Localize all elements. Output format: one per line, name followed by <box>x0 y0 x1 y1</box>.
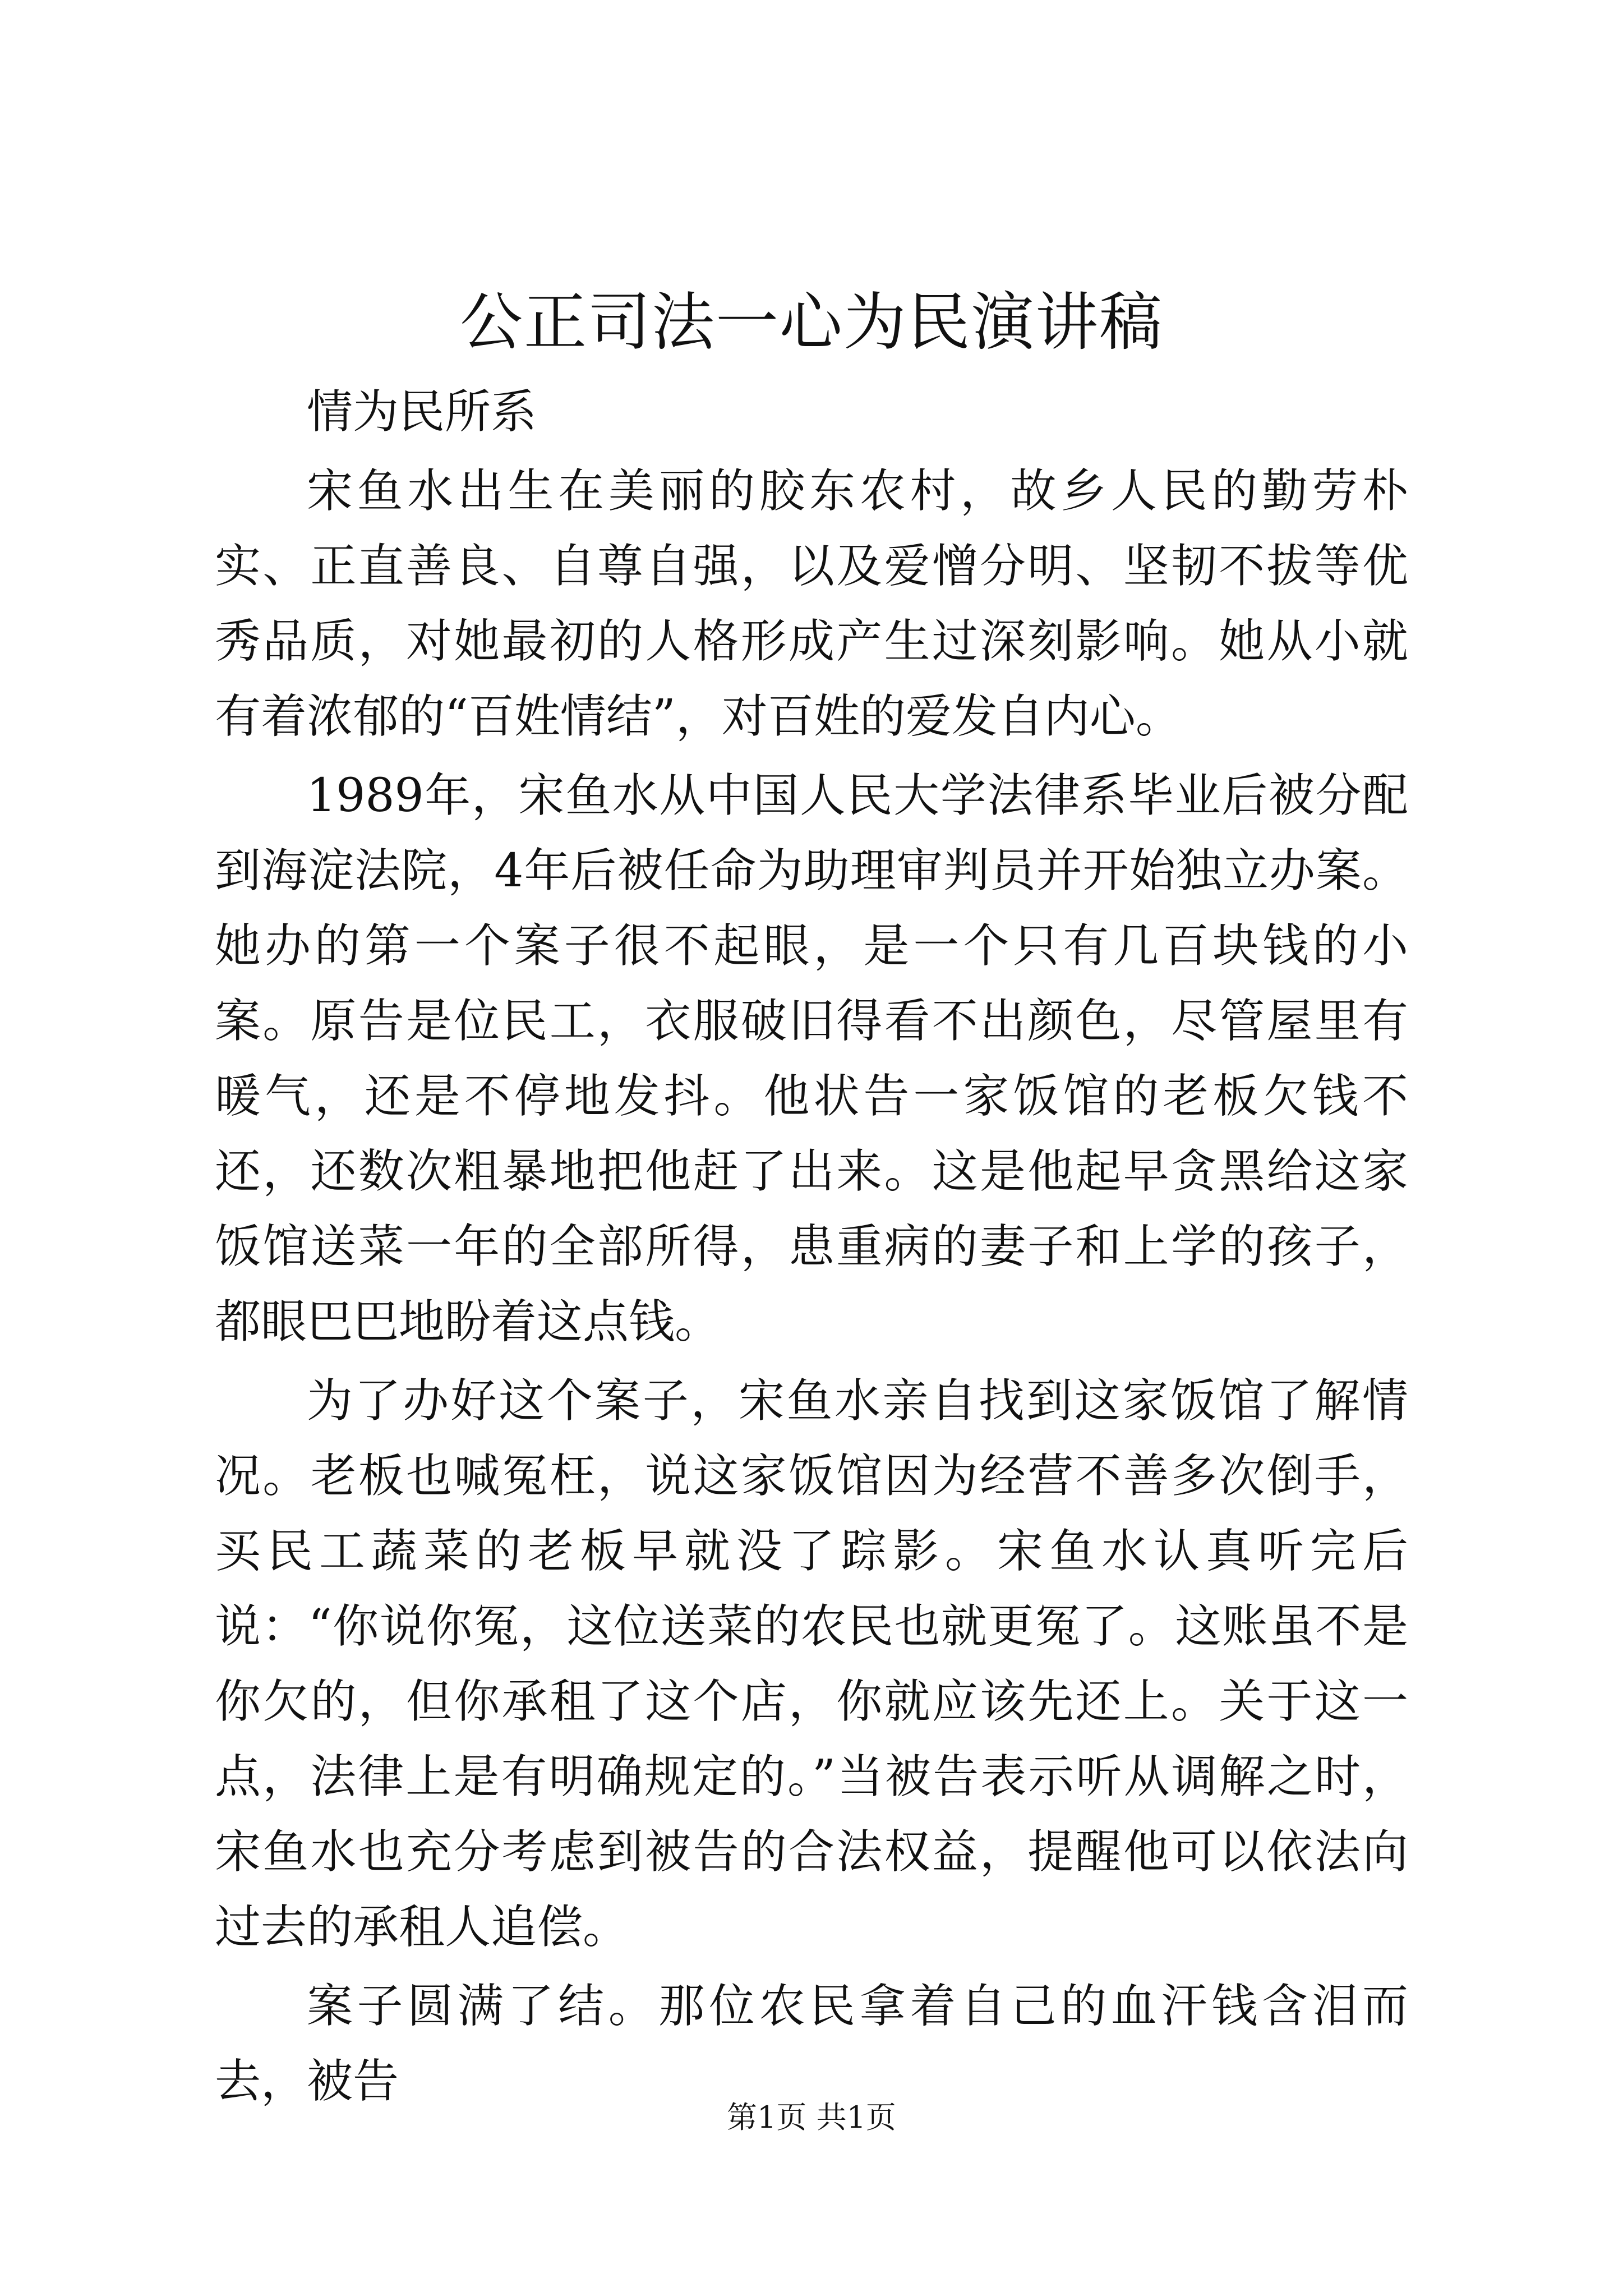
paragraph-1: 宋鱼水出生在美丽的胶东农村，故乡人民的勤劳朴实、正直善良、自尊自强，以及爱憎分明、坚韧不拔等优秀品质，对她最初的人格形成产生过深刻影响。她从小就有着浓郁的“百姓情结”，对百姓的爱发自内心。 <box>215 464 1408 743</box>
page-footer: 第1页 共1页 <box>727 2100 896 2135</box>
document-title: 公正司法一心为民演讲稿 <box>460 286 1163 359</box>
paragraph-3: 为了办好这个案子，宋鱼水亲自找到这家饭馆了解情况。老板也喊冤枉，说这家饭馆因为经营不善多次倒手，买民工蔬菜的老板早就没了踪影。宋鱼水认真听完后说：“你说你冤，这位送菜的农民也就更冤了。这账虽不是你欠的，但你承租了这个店，你就应该先还上。关于这一点，法律上是有明确规定的。”当被告表示听从调解之时，宋鱼水也充分考虑到被告的合法权益，提醒他可以依法向过去的承租人追偿。 <box>215 1374 1408 1954</box>
paragraph-4: 案子圆满了结。那位农民拿着自己的血汗钱含泪而去，被告 <box>215 1980 1408 2108</box>
paragraph-2: 1989年，宋鱼水从中国人民大学法律系毕业后被分配到海淀法院，4年后被任命为助理审判员并开始独立办案。她办的第一个案子很不起眼，是一个只有几百块钱的小案。原告是位民工，衣服破旧得看不出颜色，尽管屋里有暖气，还是不停地发抖。他状告一家饭馆的老板欠钱不还，还数次粗暴地把他赶了出来。这是他起早贪黑给这家饭馆送菜一年的全部所得，患重病的妻子和上学的孩子，都眼巴巴地盼着这点钱。 <box>215 769 1408 1349</box>
section-heading: 情为民所系 <box>307 385 537 439</box>
document-body <box>215 375 1408 2119</box>
